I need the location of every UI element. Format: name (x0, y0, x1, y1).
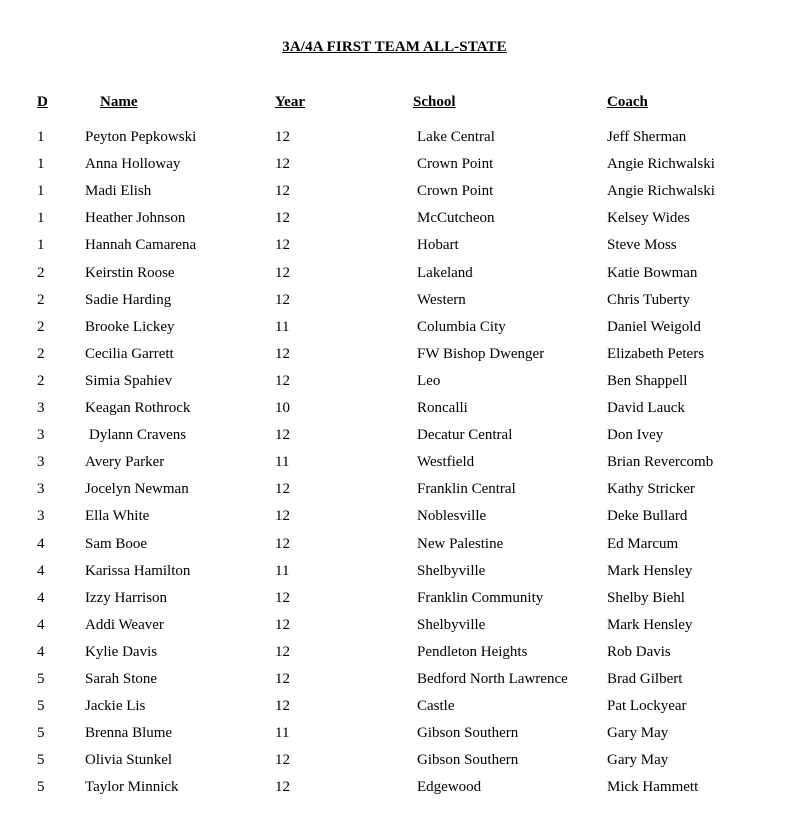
row-division: 2 (37, 318, 45, 335)
row-school: Noblesville (417, 508, 487, 525)
row-school: Westfield (417, 454, 475, 471)
table-row (0, 563, 789, 590)
row-school: Franklin Central (417, 481, 516, 498)
row-coach: Don Ivey (607, 427, 664, 444)
row-year: 12 (275, 183, 290, 200)
row-coach: Elizabeth Peters (607, 345, 705, 362)
row-year: 12 (275, 264, 290, 281)
row-player-name: Dylann Cravens (89, 427, 187, 444)
row-division: 3 (37, 454, 45, 471)
row-player-name: Brenna Blume (85, 725, 173, 742)
row-player-name: Ella White (85, 508, 150, 525)
row-school: Crown Point (417, 183, 494, 200)
table-row (0, 292, 789, 319)
row-division: 3 (37, 508, 45, 525)
row-player-name: Keirstin Roose (85, 264, 175, 281)
row-player-name: Jackie Lis (85, 698, 146, 715)
row-division: 1 (37, 237, 45, 254)
row-player-name: Olivia Stunkel (85, 752, 173, 769)
row-coach: Angie Richwalski (607, 156, 715, 173)
row-division: 4 (37, 643, 45, 660)
row-coach: Steve Moss (607, 237, 677, 254)
row-coach: Chris Tuberty (607, 291, 690, 308)
row-year: 12 (275, 372, 290, 389)
row-coach: Brian Revercomb (607, 454, 714, 471)
row-year: 12 (275, 156, 290, 173)
row-division: 5 (37, 752, 45, 769)
table-row (0, 373, 789, 400)
row-coach: Deke Bullard (607, 508, 688, 525)
row-player-name: Addi Weaver (85, 616, 164, 633)
table-row (0, 508, 789, 535)
row-year: 12 (275, 481, 290, 498)
table-row (0, 590, 789, 617)
row-division: 2 (37, 264, 45, 281)
row-player-name: Sam Booe (85, 535, 148, 552)
table-row (0, 725, 789, 752)
row-division: 4 (37, 562, 45, 579)
row-year: 12 (275, 427, 290, 444)
column-header-d: D (37, 94, 48, 110)
row-coach: Angie Richwalski (607, 183, 715, 200)
table-row (0, 427, 789, 454)
table-row (0, 183, 789, 210)
row-division: 2 (37, 291, 45, 308)
row-coach: Ben Shappell (607, 372, 688, 389)
row-coach: Gary May (607, 725, 669, 742)
row-player-name: Karissa Hamilton (85, 562, 191, 579)
row-school: Gibson Southern (417, 752, 519, 769)
row-division: 4 (37, 535, 45, 552)
row-coach: Jeff Sherman (607, 129, 687, 145)
row-coach: Kathy Stricker (607, 481, 695, 498)
table-row (0, 779, 789, 806)
row-division: 1 (37, 129, 45, 145)
row-school: Lakeland (417, 264, 473, 281)
table-row (0, 237, 789, 264)
row-school: Roncalli (417, 400, 468, 416)
row-year: 10 (275, 400, 290, 416)
table-row (0, 671, 789, 698)
row-player-name: Heather Johnson (85, 210, 186, 227)
row-school: Crown Point (417, 156, 494, 173)
row-division: 5 (37, 779, 45, 796)
row-player-name: Anna Holloway (85, 156, 181, 173)
row-player-name: Jocelyn Newman (85, 481, 189, 498)
table-row (0, 346, 789, 373)
row-coach: Kelsey Wides (607, 210, 690, 227)
row-school: Decatur Central (417, 427, 513, 444)
table-row (0, 129, 789, 156)
table-row (0, 644, 789, 671)
column-header-year: Year (275, 94, 305, 110)
row-division: 1 (37, 156, 45, 173)
row-school: Edgewood (417, 779, 482, 796)
row-school: Bedford North Lawrence (417, 671, 568, 687)
row-division: 2 (37, 345, 45, 362)
row-year: 12 (275, 643, 290, 660)
row-division: 4 (37, 589, 45, 606)
table-row (0, 752, 789, 779)
row-year: 12 (275, 779, 290, 796)
table-row (0, 210, 789, 237)
row-player-name: Hannah Camarena (85, 237, 197, 254)
row-year: 12 (275, 210, 290, 227)
table-row (0, 536, 789, 563)
row-school: Franklin Community (417, 589, 544, 606)
row-division: 5 (37, 698, 45, 715)
row-year: 12 (275, 698, 290, 715)
row-school: Shelbyville (417, 616, 486, 633)
row-year: 12 (275, 616, 290, 633)
column-header-school: School (413, 94, 456, 110)
table-row (0, 698, 789, 725)
row-coach: Brad Gilbert (607, 671, 683, 687)
row-division: 3 (37, 400, 45, 416)
row-school: Columbia City (417, 318, 506, 335)
row-player-name: Izzy Harrison (85, 589, 168, 606)
column-header-coach: Coach (607, 94, 648, 110)
row-division: 3 (37, 481, 45, 498)
row-school: McCutcheon (417, 210, 495, 227)
table-row (0, 481, 789, 508)
row-year: 12 (275, 291, 290, 308)
row-player-name: Simia Spahiev (85, 372, 173, 389)
table-row (0, 400, 789, 427)
row-division: 2 (37, 372, 45, 389)
row-coach: Pat Lockyear (607, 698, 687, 715)
row-coach: Rob Davis (607, 643, 671, 660)
row-player-name: Kylie Davis (85, 643, 158, 660)
row-year: 12 (275, 589, 290, 606)
row-player-name: Keagan Rothrock (85, 400, 191, 416)
row-school: Gibson Southern (417, 725, 519, 742)
row-coach: Ed Marcum (607, 535, 679, 552)
row-coach: Gary May (607, 752, 669, 769)
row-division: 4 (37, 616, 45, 633)
row-coach: Mark Hensley (607, 562, 693, 579)
document-title: 3A/4A FIRST TEAM ALL-STATE (282, 39, 507, 55)
row-year: 11 (275, 318, 290, 335)
row-player-name: Peyton Pepkowski (85, 129, 197, 145)
table-row (0, 319, 789, 346)
row-school: Castle (417, 698, 455, 715)
row-year: 11 (275, 725, 290, 742)
row-player-name: Avery Parker (85, 454, 165, 471)
row-coach: David Lauck (607, 400, 685, 416)
row-division: 3 (37, 427, 45, 444)
row-coach: Daniel Weigold (607, 318, 701, 335)
row-division: 5 (37, 671, 45, 687)
table-row (0, 454, 789, 481)
table-row (0, 265, 789, 292)
row-player-name: Brooke Lickey (85, 318, 175, 335)
row-player-name: Sarah Stone (85, 671, 158, 687)
column-header-name: Name (100, 94, 138, 110)
row-year: 12 (275, 129, 290, 145)
row-school: Lake Central (417, 129, 495, 145)
row-player-name: Madi Elish (85, 183, 152, 200)
row-year: 11 (275, 562, 290, 579)
row-school: Shelbyville (417, 562, 486, 579)
row-year: 11 (275, 454, 290, 471)
row-coach: Mark Hensley (607, 616, 693, 633)
row-school: Leo (417, 372, 441, 389)
row-school: Pendleton Heights (417, 643, 528, 660)
row-school: Western (417, 291, 466, 308)
row-school: New Palestine (417, 535, 504, 552)
row-division: 1 (37, 183, 45, 200)
row-division: 1 (37, 210, 45, 227)
row-year: 12 (275, 535, 290, 552)
row-school: FW Bishop Dwenger (417, 345, 545, 362)
row-year: 12 (275, 237, 290, 254)
row-year: 12 (275, 671, 290, 687)
table-row (0, 156, 789, 183)
row-year: 12 (275, 508, 290, 525)
row-coach: Shelby Biehl (607, 589, 685, 606)
table-row (0, 617, 789, 644)
row-player-name: Cecilia Garrett (85, 345, 174, 362)
row-coach: Katie Bowman (607, 264, 698, 281)
row-player-name: Sadie Harding (85, 291, 172, 308)
row-player-name: Taylor Minnick (85, 779, 179, 796)
row-year: 12 (275, 752, 290, 769)
row-coach: Mick Hammett (607, 779, 699, 796)
row-year: 12 (275, 345, 290, 362)
row-division: 5 (37, 725, 45, 742)
row-school: Hobart (417, 237, 459, 254)
